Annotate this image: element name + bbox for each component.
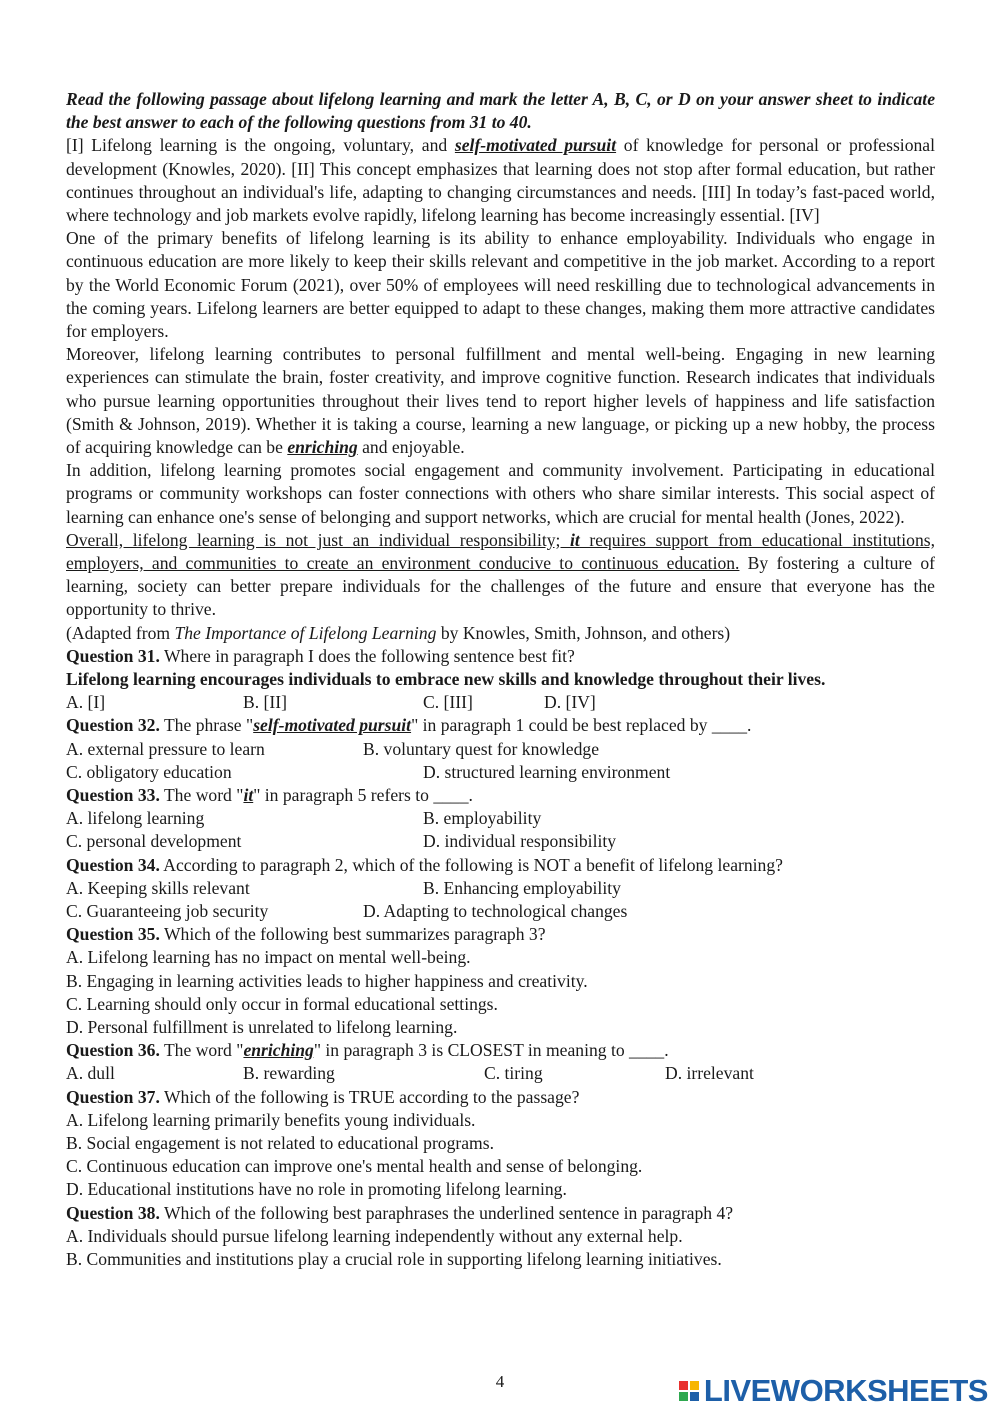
question-37: Question 37. Which of the following is TRUE according to the passage? xyxy=(66,1086,580,1107)
option-a[interactable]: A. lifelong learning xyxy=(66,808,205,829)
option-b[interactable]: B. rewarding xyxy=(243,1063,335,1084)
instructions: Read the following passage about lifelong learning and mark the letter A, B, C, or D on your answer sheet to indicate the best answer to each of the following questions from 31 to 40. xyxy=(66,89,935,133)
logo-square xyxy=(690,1392,699,1401)
question-label: Question 36. xyxy=(66,1040,160,1061)
question-36: Question 36. The word "enriching" in paragraph 3 is CLOSEST in meaning to ____. xyxy=(66,1040,669,1061)
passage-paragraph-4: In addition, lifelong learning promotes social engagement and community involvement. Participating in educational programs or community workshops can foster connections with others who share similar interests. This social aspect of learning can enhance one's sense of belonging and support networks, which are crucial for mental health (Jones, 2022). xyxy=(66,460,935,527)
question-34: Question 34. According to paragraph 2, which of the following is NOT a benefit of lifelong learning? xyxy=(66,854,783,875)
question-34-options-row-2 xyxy=(66,900,935,923)
brand-name: LIVEWORKSHEETS xyxy=(703,1373,988,1408)
question-31-options xyxy=(66,691,935,714)
question-36-options xyxy=(66,1062,935,1085)
liveworksheets-icon xyxy=(679,1381,699,1401)
option-a[interactable]: A. Lifelong learning has no impact on mental well-being. xyxy=(66,947,471,968)
question-32: Question 32. The phrase "self-motivated pursuit" in paragraph 1 could be best replaced by ____. xyxy=(66,715,752,736)
keyword-it: it xyxy=(569,529,580,550)
question-31-sentence: Lifelong learning encourages individuals to embrace new skills and knowledge throughout their lives. xyxy=(66,669,826,690)
question-38: Question 38. Which of the following best paraphrases the underlined sentence in paragraph 4? xyxy=(66,1202,734,1223)
option-d[interactable]: D. irrelevant xyxy=(665,1063,754,1084)
option-a[interactable]: A. Lifelong learning primarily benefits young individuals. xyxy=(66,1109,476,1130)
option-d[interactable]: D. structured learning environment xyxy=(423,761,671,782)
worksheet-page xyxy=(66,88,935,1271)
option-a[interactable]: A. Individuals should pursue lifelong learning independently without any external help. xyxy=(66,1225,683,1246)
liveworksheets-logo[interactable] xyxy=(679,1373,988,1408)
passage-paragraph-2: One of the primary benefits of lifelong learning is its ability to enhance employability. Individuals who engage in continuous education are more likely to keep their skills relevant and competitive in the job market. According to a report by the World Economic Forum (2021), over 50% of employees will need reskilling due to technological advancements in the coming years. Lifelong learners are better equipped to adapt to these changes, making them more attractive candidates for employers. xyxy=(66,228,935,342)
option-b[interactable]: B. employability xyxy=(423,808,542,829)
option-c[interactable]: C. obligatory education xyxy=(66,761,232,782)
question-32-options-row-1 xyxy=(66,738,935,761)
option-a[interactable]: A. [I] xyxy=(66,692,106,713)
question-33: Question 33. The word "it" in paragraph 5 refers to ____. xyxy=(66,785,473,806)
question-label: Question 38. xyxy=(66,1202,160,1223)
keyword-enriching: enriching xyxy=(243,1040,314,1061)
passage-paragraph-3: Moreover, lifelong learning contributes to personal fulfillment and mental well-being. Engaging in new learning experiences can stimulate the brain, foster creativity, and improve cognitive function. Research indicates that individuals who pursue learning opportunities throughout their lives tend to report higher levels of happiness and life satisfaction (Smith & Johnson, 2019). Whether it is taking a course, learning a new language, or picking up a new hobby, the process of acquiring knowledge can be enriching and enjoyable. xyxy=(66,344,935,458)
question-33-options-row-1 xyxy=(66,807,935,830)
option-b[interactable]: B. voluntary quest for knowledge xyxy=(363,738,600,759)
option-c[interactable]: C. tiring xyxy=(484,1063,543,1084)
question-label: Question 33. xyxy=(66,785,160,806)
question-34-options-row-1 xyxy=(66,877,935,900)
logo-square xyxy=(679,1392,688,1401)
option-b[interactable]: B. Engaging in learning activities leads to higher happiness and creativity. xyxy=(66,970,588,991)
option-d[interactable]: D. [IV] xyxy=(544,692,596,713)
passage-source: (Adapted from The Importance of Lifelong Learning by Knowles, Smith, Johnson, and others) xyxy=(66,622,731,643)
option-c[interactable]: C. personal development xyxy=(66,831,242,852)
logo-square xyxy=(679,1381,688,1390)
keyword-self-motivated-pursuit: self-motivated pursuit xyxy=(454,135,617,156)
question-33-options-row-2 xyxy=(66,830,935,853)
question-32-options-row-2 xyxy=(66,761,935,784)
option-d[interactable]: D. Personal fulfillment is unrelated to lifelong learning. xyxy=(66,1017,458,1038)
keyword-it: it xyxy=(243,785,254,806)
question-label: Question 31. xyxy=(66,645,160,666)
logo-square xyxy=(690,1381,699,1390)
keyword-self-motivated-pursuit: self-motivated pursuit xyxy=(253,715,412,736)
option-b[interactable]: B. Social engagement is not related to educational programs. xyxy=(66,1133,494,1154)
underlined-sentence: Overall, lifelong learning is not just an individual responsibility; it requires support from educational institutions, employers, and communities to create an environment conducive to continuous education. xyxy=(66,529,935,574)
question-label: Question 34. xyxy=(66,854,160,875)
option-d[interactable]: D. Adapting to technological changes xyxy=(363,901,628,922)
question-35: Question 35. Which of the following best summarizes paragraph 3? xyxy=(66,924,546,945)
passage-paragraph-1: [I] Lifelong learning is the ongoing, voluntary, and self-motivated pursuit of knowledge for personal or professional development (Knowles, 2020). [II] This concept emphasizes that learning does not stop after formal education, but rather continues throughout an individual's life, adapting to changing circumstances and needs. [III] In today’s fast-paced world, where technology and job markets evolve rapidly, lifelong learning has become increasingly essential. [IV] xyxy=(66,135,935,226)
option-a[interactable]: A. dull xyxy=(66,1063,115,1084)
option-c[interactable]: C. Guaranteeing job security xyxy=(66,901,269,922)
page-number: 4 xyxy=(495,1372,505,1391)
question-label: Question 35. xyxy=(66,924,160,945)
option-c[interactable]: C. [III] xyxy=(423,692,473,713)
question-label: Question 37. xyxy=(66,1086,160,1107)
option-c[interactable]: C. Continuous education can improve one's mental health and sense of belonging. xyxy=(66,1156,643,1177)
option-b[interactable]: B. [II] xyxy=(243,692,287,713)
option-b[interactable]: B. Enhancing employability xyxy=(423,877,621,898)
passage-paragraph-5: Overall, lifelong learning is not just an individual responsibility; it requires support from educational institutions, employers, and communities to create an environment conducive to continuous education. By fostering a culture of learning, society can better prepare individuals for the challenges of the future and ensure that everyone has the opportunity to thrive. xyxy=(66,529,935,620)
option-a[interactable]: A. Keeping skills relevant xyxy=(66,877,250,898)
option-a[interactable]: A. external pressure to learn xyxy=(66,738,265,759)
question-label: Question 32. xyxy=(66,715,160,736)
option-b[interactable]: B. Communities and institutions play a crucial role in supporting lifelong learning initiatives. xyxy=(66,1249,722,1270)
option-d[interactable]: D. Educational institutions have no role in promoting lifelong learning. xyxy=(66,1179,567,1200)
keyword-enriching: enriching xyxy=(287,437,358,458)
source-title: The Importance of Lifelong Learning xyxy=(174,622,437,643)
option-c[interactable]: C. Learning should only occur in formal educational settings. xyxy=(66,993,498,1014)
question-31: Question 31. Where in paragraph I does the following sentence best fit? xyxy=(66,645,575,666)
option-d[interactable]: D. individual responsibility xyxy=(423,831,617,852)
